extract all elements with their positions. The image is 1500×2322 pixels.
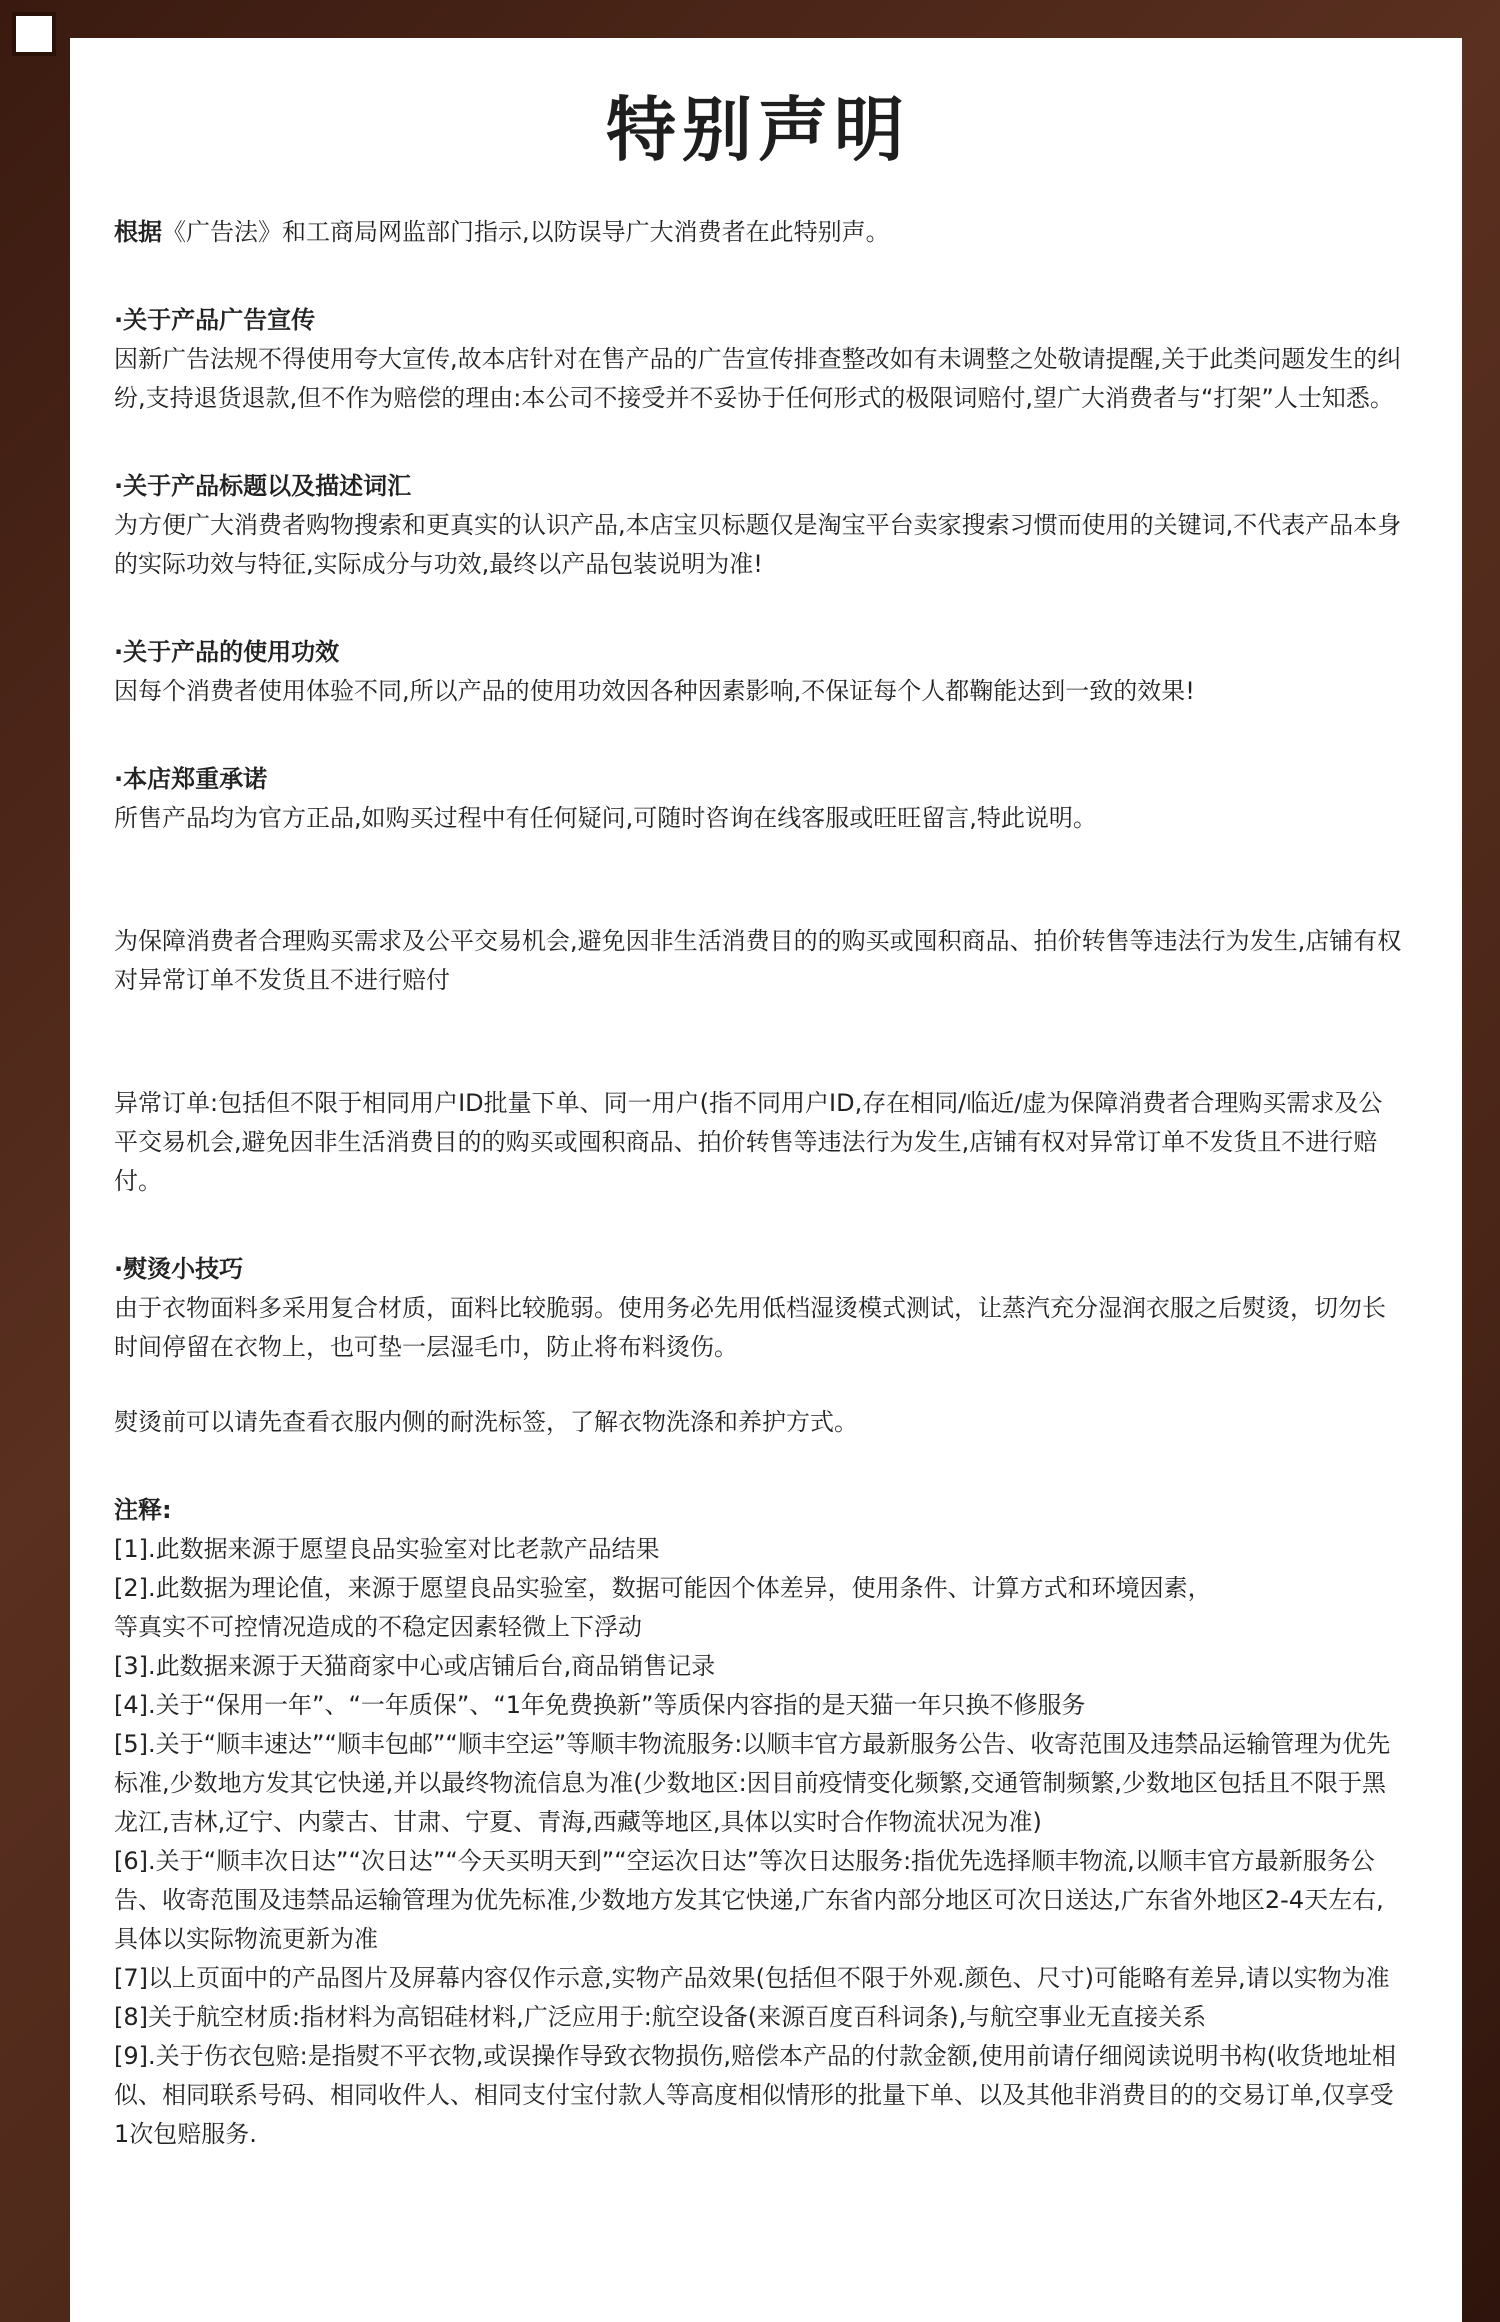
statement-page (70, 38, 1462, 2322)
fair-trade-paragraph: 为保障消费者合理购买需求及公平交易机会,避免因非生活消费目的的购买或囤积商品、拍价转售等违法行为发生,店铺有权对异常订单不发货且不进行赔付 (114, 927, 1402, 994)
note-item: 等真实不可控情况造成的不稳定因素轻微上下浮动 (114, 1613, 642, 1641)
note-item: [2].此数据为理论值，来源于愿望良品实验室，数据可能因个体差异，使用条件、计算方式和环境因素， (114, 1574, 1212, 1602)
note-item: [4].关于“保用一年”、“一年质保”、“1年免费换新”等质保内容指的是天猫一年只换不修服务 (114, 1691, 1086, 1719)
section-body: 为方便广大消费者购物搜索和更真实的认识产品,本店宝贝标题仅是淘宝平台卖家搜索习惯而使用的关键词,不代表产品本身的实际功效与特征,实际成分与功效,最终以产品包装说明为准! (114, 511, 1402, 578)
section-effect (114, 632, 1402, 711)
note-item: [8]关于航空材质:指材料为高铝硅材料,广泛应用于:航空设备(来源百度百科词条),与航空事业无直接关系 (114, 2003, 1207, 2031)
section-heading: ·本店郑重承诺 (114, 765, 268, 793)
intro-rest: 《广告法》和工商局网监部门指示,以防误导广大消费者在此特别声。 (162, 218, 890, 246)
note-item: [9].关于伤衣包赔:是指熨不平衣物,或误操作导致衣物损伤,赔偿本产品的付款金额,使用前请仔细阅读说明书构(收货地址相似、相同联系号码、相同收件人、相同支付宝付款人等高度相似情形的批量下单、以及其他非消费目的的交易订单,仅享受1次包赔服务. (114, 2042, 1396, 2148)
section-heading: ·关于产品的使用功效 (114, 638, 340, 666)
intro-lead: 根据 (114, 218, 162, 246)
notes-heading: 注释: (114, 1496, 172, 1524)
note-item: [3].此数据来源于天猫商家中心或店铺后台,商品销售记录 (114, 1652, 716, 1680)
page-title: 特别声明 (606, 89, 910, 171)
section-heading: ·关于产品标题以及描述词汇 (114, 472, 412, 500)
notes-section (114, 1490, 1402, 2154)
abnormal-order-paragraph: 异常订单:包括但不限于相同用户ID批量下单、同一用户(指不同用户ID,存在相同/临近/虚为保障消费者合理购买需求及公平交易机会,避免因非生活消费目的的购买或囤积商品、拍价转售等违法行为发生,店铺有权对异常订单不发货且不进行赔付。 (114, 1089, 1383, 1195)
section-body: 因新广告法规不得使用夸大宣传,故本店针对在售产品的广告宣传排查整改如有未调整之处敬请提醒,关于此类问题发生的纠纷,支持退货退款,但不作为赔偿的理由:本公司不接受并不妥协于任何形式的极限词赔付,望广大消费者与“打架”人士知悉。 (114, 345, 1402, 412)
note-item: [7]以上页面中的产品图片及屏幕内容仅作示意,实物产品效果(包括但不限于外观.颜色、尺寸)可能略有差异,请以实物为准 (114, 1964, 1390, 1992)
section-title-description (114, 466, 1402, 584)
section-ironing-tips (114, 1249, 1402, 1442)
note-item: [5].关于“顺丰速达”“顺丰包邮”“顺丰空运”等顺丰物流服务:以顺丰官方最新服务公告、收寄范围及违禁品运输管理为优先标准,少数地方发其它快递,并以最终物流信息为准(少数地区:因目前疫情变化频繁,交通管制频繁,少数地区包括且不限于黑龙江,吉林,辽宁、内蒙古、甘肃、宁夏、青海,西藏等地区,具体以实时合作物流状况为准) (114, 1730, 1391, 1836)
section-promise (114, 759, 1402, 838)
ironing-label-tip: 熨烫前可以请先查看衣服内侧的耐洗标签，了解衣物洗涤和养护方式。 (114, 1408, 858, 1436)
section-body: 因每个消费者使用体验不同,所以产品的使用功效因各种因素影响,不保证每个人都鞠能达到一致的效果! (114, 677, 1195, 705)
note-item: [1].此数据来源于愿望良品实验室对比老款产品结果 (114, 1535, 660, 1563)
ironing-body: 由于衣物面料多采用复合材质，面料比较脆弱。使用务必先用低档湿烫模式测试，让蒸汽充分湿润衣服之后熨烫，切勿长时间停留在衣物上，也可垫一层湿毛巾，防止将布料烫伤。 (114, 1294, 1386, 1361)
section-body: 所售产品均为官方正品,如购买过程中有任何疑问,可随时咨询在线客服或旺旺留言,特此说明。 (114, 804, 1097, 832)
corner-square (16, 16, 52, 52)
section-heading: ·熨烫小技巧 (114, 1255, 244, 1283)
section-heading: ·关于产品广告宣传 (114, 306, 316, 334)
intro-paragraph (114, 212, 1402, 252)
section-ad-promotion (114, 300, 1402, 418)
note-item: [6].关于“顺丰次日达”“次日达”“今天买明天到”“空运次日达”等次日达服务:指优先选择顺丰物流,以顺丰官方最新服务公告、收寄范围及违禁品运输管理为优先标准,少数地方发其它快递,广东省内部分地区可次日送达,广东省外地区2-4天左右,具体以实际物流更新为准 (114, 1847, 1384, 1953)
